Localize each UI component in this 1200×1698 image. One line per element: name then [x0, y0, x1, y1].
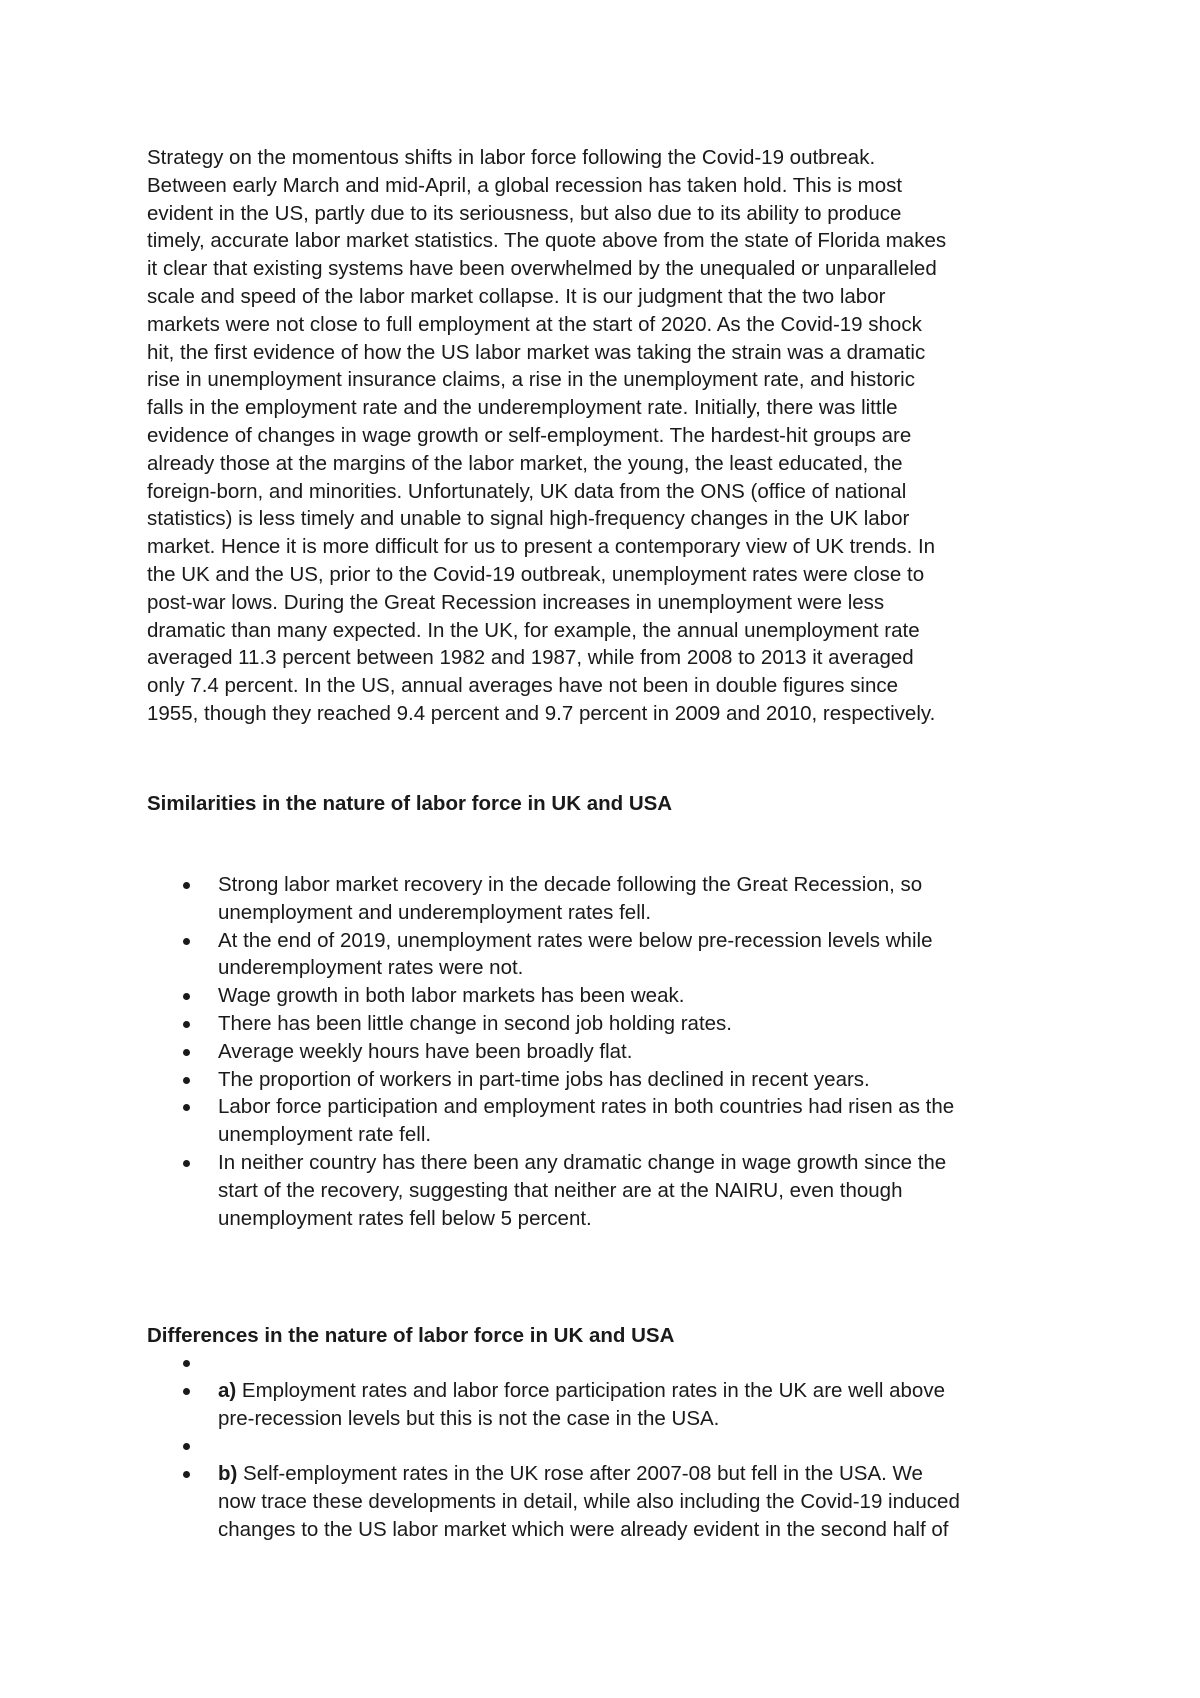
text-line: timely, accurate labor market statistics. The quote above from the state of Florida makes [147, 229, 947, 253]
list-item [180, 1066, 1080, 1094]
bullet-icon [183, 938, 190, 945]
list-item [180, 927, 1080, 983]
differences-heading: Differences in the nature of labor force in UK and USA [147, 1324, 675, 1347]
bullet-icon [183, 1049, 190, 1056]
bullet-icon [183, 1388, 190, 1395]
list-item-line [218, 1377, 1080, 1405]
list-item-line: pre-recession levels but this is not the case in the USA. [218, 1406, 720, 1430]
text-line: averaged 11.3 percent between 1982 and 1987, while from 2008 to 2013 it averaged [147, 646, 914, 670]
text-line: post-war lows. During the Great Recession increases in unemployment were less [147, 590, 885, 614]
list-item-line: Labor force participation and employment rates in both countries had risen as the [218, 1095, 955, 1119]
bullet-icon [183, 993, 190, 1000]
list-item-line: Average weekly hours have been broadly flat. [218, 1039, 633, 1063]
item-text: Self-employment rates in the UK rose after 2007-08 but fell in the USA. We [237, 1462, 923, 1486]
list-item-line [218, 1460, 1080, 1488]
text-line: it clear that existing systems have been overwhelmed by the unequaled or unparalleled [147, 257, 937, 281]
empty-list-item [180, 1349, 1080, 1377]
list-item-line: There has been little change in second job holding rates. [218, 1011, 732, 1035]
list-item-line: In neither country has there been any dramatic change in wage growth since the [218, 1150, 947, 1174]
list-item-line: unemployment and underemployment rates fell. [218, 900, 652, 924]
text-line: hit, the first evidence of how the US labor market was taking the strain was a dramatic [147, 340, 926, 364]
list-item [180, 1038, 1080, 1066]
list-item-line: At the end of 2019, unemployment rates were below pre-recession levels while [218, 928, 933, 952]
list-item-line: changes to the US labor market which were already evident in the second half of [218, 1517, 949, 1541]
bullet-icon [183, 1077, 190, 1084]
text-line: rise in unemployment insurance claims, a rise in the unemployment rate, and historic [147, 368, 915, 392]
text-line: only 7.4 percent. In the US, annual averages have not been in double figures since [147, 674, 899, 698]
text-line: evidence of changes in wage growth or self-employment. The hardest-hit groups are [147, 423, 912, 447]
list-item-line: unemployment rates fell below 5 percent. [218, 1206, 592, 1230]
list-item [180, 982, 1080, 1010]
text-line: scale and speed of the labor market collapse. It is our judgment that the two labor [147, 284, 886, 308]
list-item [180, 1010, 1080, 1038]
list-item-a [180, 1377, 1080, 1433]
list-item [180, 1093, 1080, 1149]
text-line: dramatic than many expected. In the UK, for example, the annual unemployment rate [147, 618, 920, 642]
list-item-line: The proportion of workers in part-time jobs has declined in recent years. [218, 1067, 870, 1091]
list-item-line: now trace these developments in detail, while also including the Covid-19 induced [218, 1489, 960, 1513]
similarities-heading: Similarities in the nature of labor force in UK and USA [147, 792, 673, 815]
text-line: falls in the employment rate and the underemployment rate. Initially, there was little [147, 396, 898, 420]
bullet-icon [183, 882, 190, 889]
differences-list [180, 1349, 1080, 1544]
list-item-line: Wage growth in both labor markets has been weak. [218, 984, 685, 1008]
text-line: Between early March and mid-April, a global recession has taken hold. This is most [147, 173, 903, 197]
bullet-icon [183, 1471, 190, 1478]
bullet-icon [183, 1160, 190, 1167]
text-line: markets were not close to full employment at the start of 2020. As the Covid-19 shock [147, 312, 922, 336]
bullet-icon [183, 1443, 190, 1450]
empty-list-item [180, 1432, 1080, 1460]
similarities-list [180, 871, 1080, 1232]
text-line: foreign-born, and minorities. Unfortunately, UK data from the ONS (office of national [147, 479, 907, 503]
list-item-line: unemployment rate fell. [218, 1123, 432, 1147]
list-item-line: underemployment rates were not. [218, 956, 524, 980]
item-label: b) [218, 1462, 238, 1486]
list-item-b [180, 1460, 1080, 1543]
list-item-line: start of the recovery, suggesting that neither are at the NAIRU, even though [218, 1178, 903, 1202]
bullet-icon [183, 1360, 190, 1367]
text-line: evident in the US, partly due to its seriousness, but also due to its ability to produce [147, 201, 902, 225]
list-item [180, 871, 1080, 927]
text-line: the UK and the US, prior to the Covid-19 outbreak, unemployment rates were close to [147, 562, 925, 586]
text-line: Strategy on the momentous shifts in labor force following the Covid-19 outbreak. [147, 146, 876, 169]
list-item-line: Strong labor market recovery in the decade following the Great Recession, so [218, 873, 923, 896]
text-line: statistics) is less timely and unable to signal high-frequency changes in the UK labor [147, 507, 910, 531]
text-line: 1955, though they reached 9.4 percent and 9.7 percent in 2009 and 2010, respectively. [147, 701, 936, 725]
item-text: Employment rates and labor force participation rates in the UK are well above [236, 1378, 945, 1402]
item-label: a) [218, 1378, 237, 1402]
list-item [180, 1149, 1080, 1232]
intro-paragraph [147, 144, 1077, 728]
text-line: market. Hence it is more difficult for us to present a contemporary view of UK trends. In [147, 535, 936, 559]
bullet-icon [183, 1021, 190, 1028]
bullet-icon [183, 1104, 190, 1111]
text-line: already those at the margins of the labor market, the young, the least educated, the [147, 451, 903, 475]
